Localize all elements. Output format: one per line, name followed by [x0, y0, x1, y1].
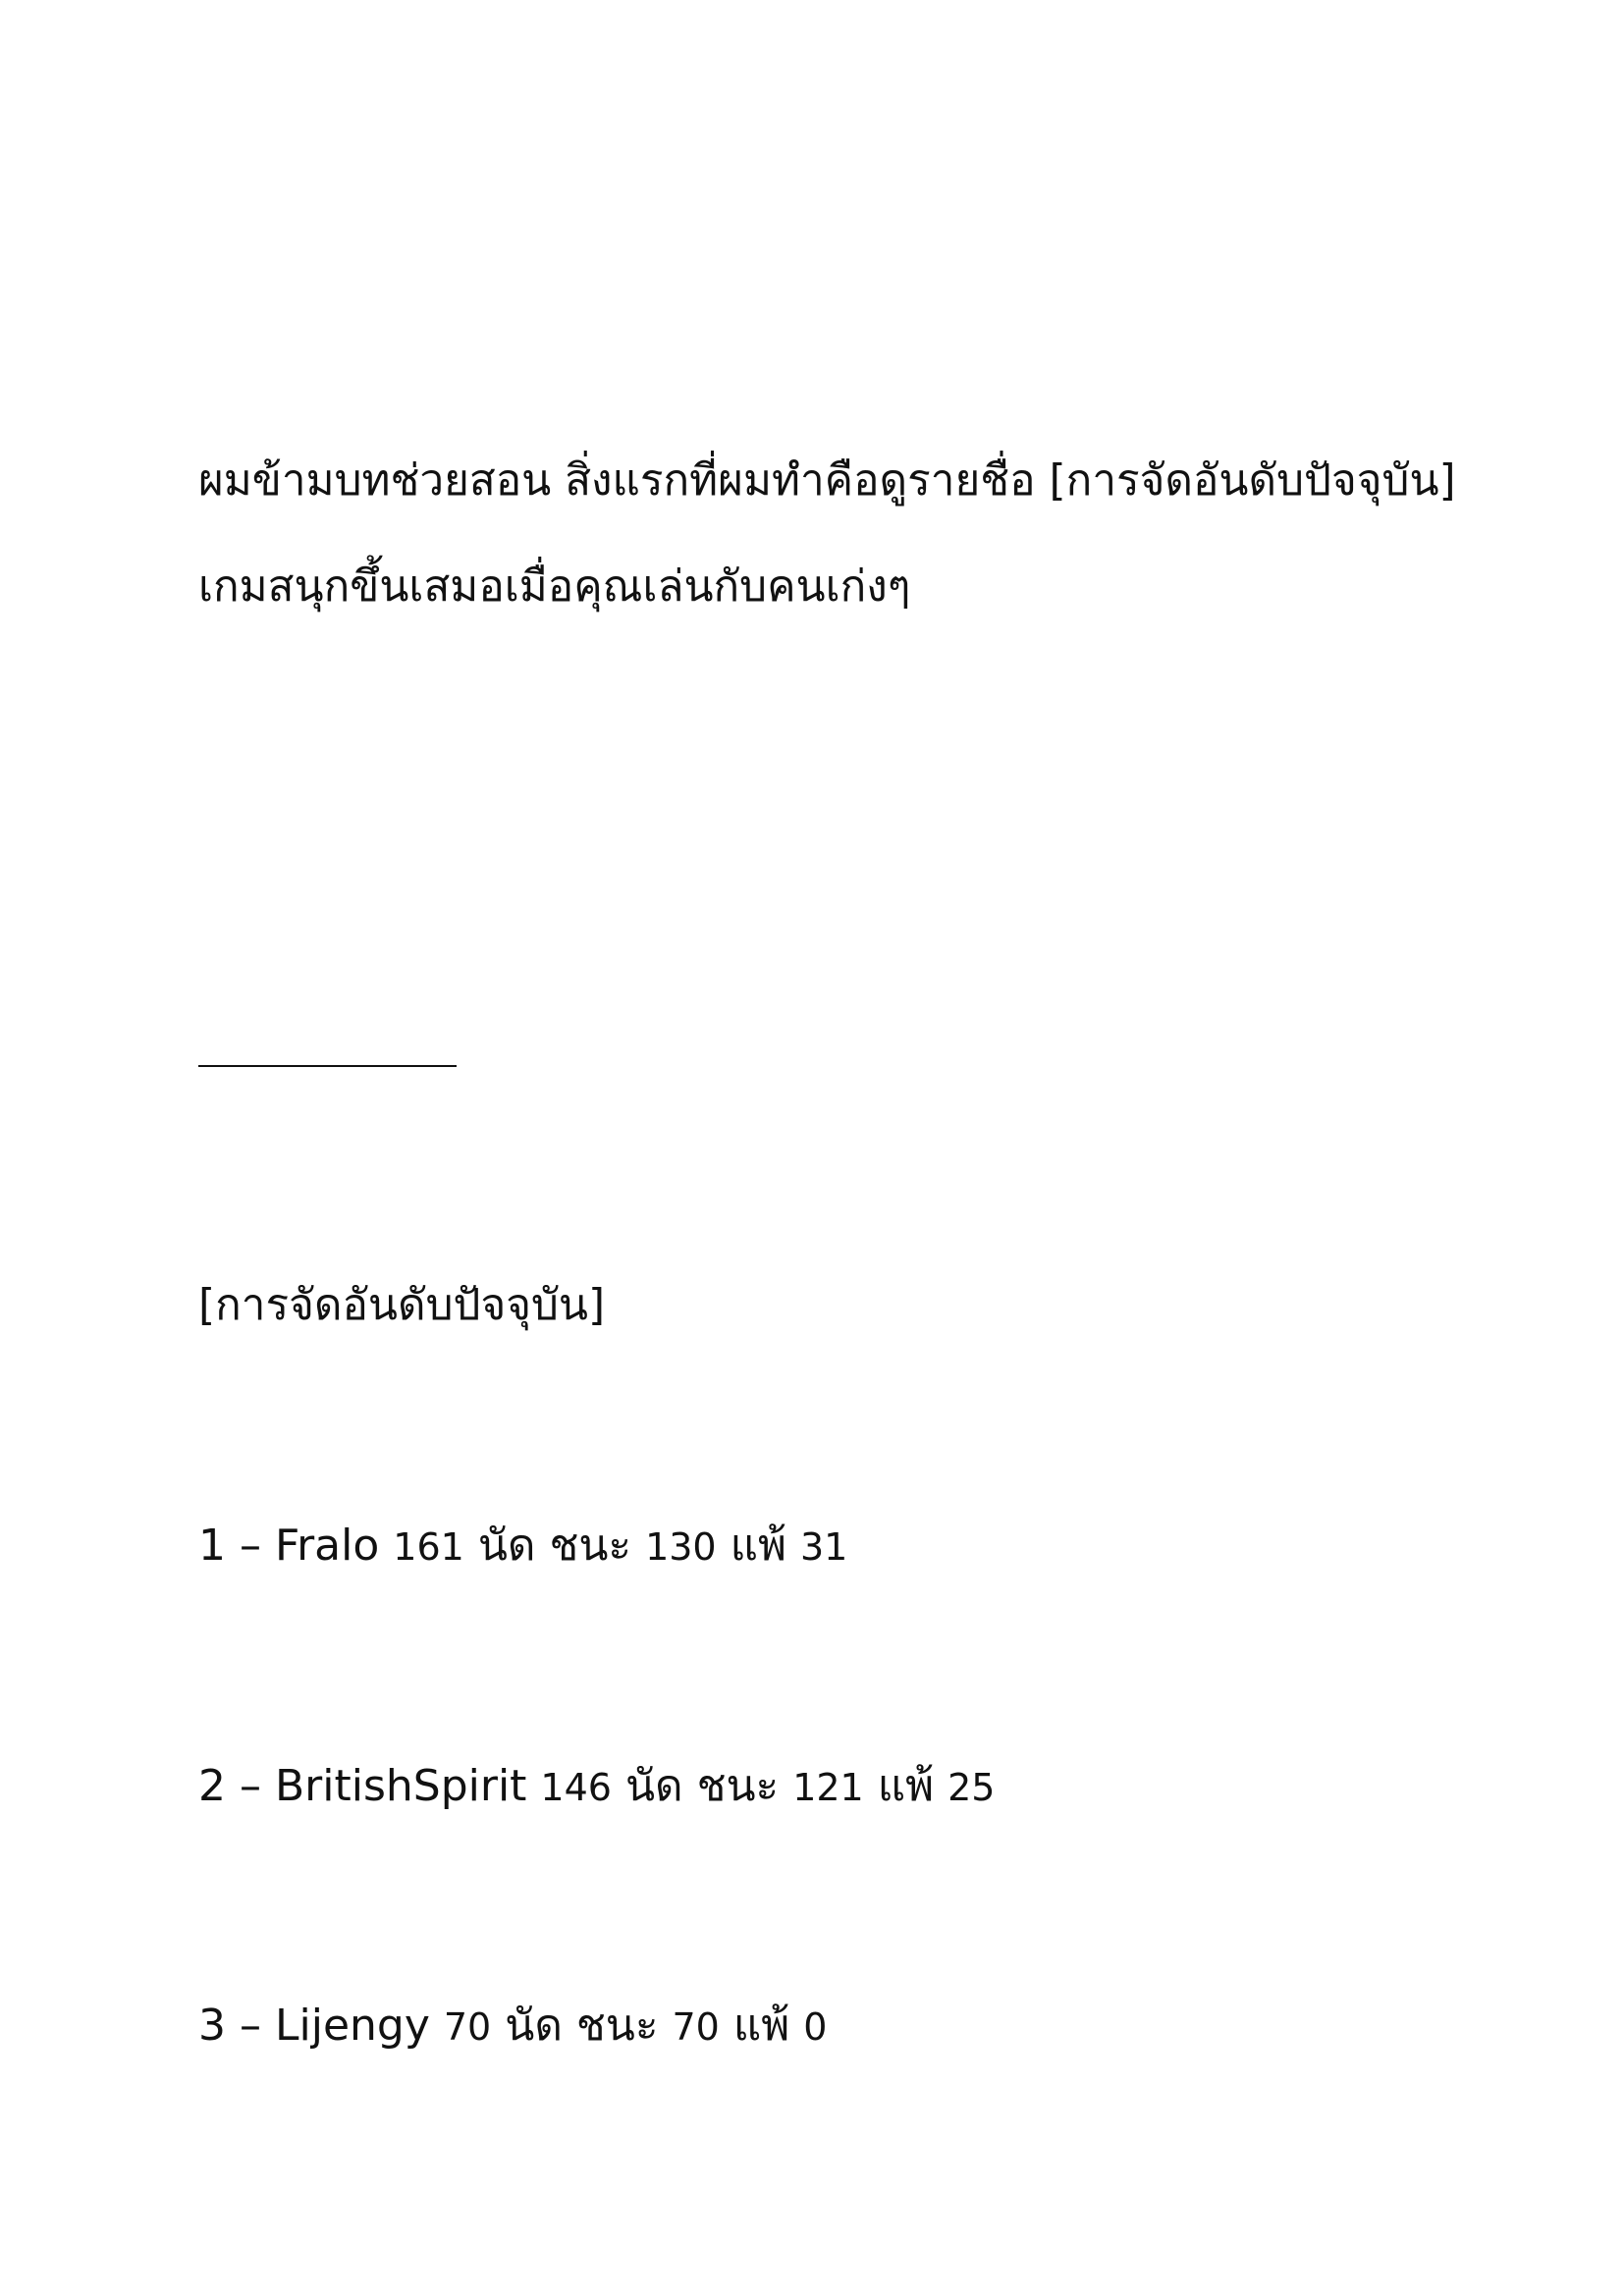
matches-count: 70	[443, 2005, 492, 2049]
rank-separator: –	[226, 1521, 275, 1571]
ranking-entry	[198, 1755, 995, 1819]
losses-count: 25	[947, 1766, 996, 1809]
player-name: BritishSpirit	[274, 1761, 527, 1811]
intro-text-line-1: ผมข้ามบทช่วยสอน สิ่งแรกที่ผมทำคือดูรายชื่อ [การจัดอันดับปัจจุบัน]	[198, 455, 1456, 506]
losses-label: แพ้	[732, 2001, 790, 2051]
matches-count: 146	[540, 1766, 612, 1809]
losses-label: แพ้	[730, 1521, 786, 1571]
wins-label: ชนะ	[575, 2001, 659, 2051]
matches-label: นัด	[505, 2001, 563, 2051]
ranking-entry	[198, 1995, 827, 2058]
wins-count: 130	[645, 1525, 717, 1569]
rank-separator: –	[226, 2001, 275, 2051]
matches-label: นัด	[624, 1761, 683, 1811]
losses-count: 0	[803, 2005, 828, 2049]
intro-text-line-2: เกมสนุกขึ้นเสมอเมื่อคุณเล่นกับคนเก่งๆ	[198, 561, 911, 612]
wins-label: ชนะ	[696, 1761, 780, 1811]
losses-label: แพ้	[877, 1761, 935, 1811]
ranking-heading: [การจัดอันดับปัจจุบัน]	[198, 1280, 606, 1330]
player-name: Fralo	[274, 1521, 380, 1571]
rank-separator: –	[226, 1761, 275, 1811]
footnote-separator	[198, 1065, 457, 1067]
wins-label: ชนะ	[549, 1521, 632, 1571]
wins-count: 121	[792, 1766, 864, 1809]
wins-count: 70	[672, 2005, 720, 2049]
rank-number: 2	[198, 1761, 226, 1811]
matches-count: 161	[393, 1525, 464, 1569]
matches-label: นัด	[477, 1521, 536, 1571]
player-name: Lijengy	[274, 2001, 430, 2051]
rank-number: 1	[198, 1521, 226, 1571]
losses-count: 31	[799, 1525, 848, 1569]
rank-number: 3	[198, 2001, 226, 2051]
ranking-entry	[198, 1515, 847, 1578]
